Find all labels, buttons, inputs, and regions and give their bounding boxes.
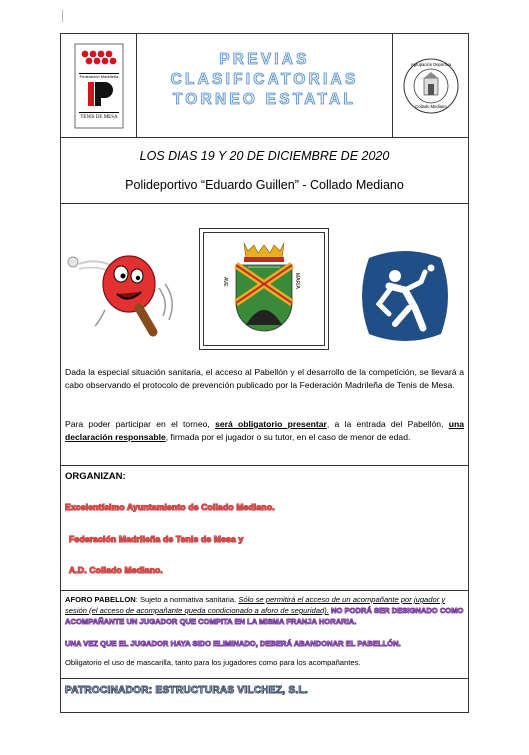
event-venue: Polideportivo “Eduardo Guillen” - Collado Mediano: [125, 178, 404, 192]
title-line-2: CLASIFICATORIAS: [170, 71, 359, 88]
agrupacion-logo: [392, 34, 468, 138]
organizer-item: Excelentísimo Ayuntamiento de Collado Mediano.: [65, 502, 275, 512]
organizer-item: Federación Madrileña de Tenis de Mesa y: [69, 534, 244, 544]
crest-motto-right: MARIA: [294, 273, 300, 289]
cursor-mark: [62, 10, 63, 22]
table-tennis-pictogram-icon: [355, 248, 455, 344]
notice-paragraph-1: Dada la especial situación sanitaria, el acceso al Pabellón y el desarrollo de la competición, se llevará a cabo observando el protocolo de prevención publicado por la Federación Madrileña de Tenis de Mesa.: [65, 367, 464, 390]
notice-p2-c: , a la entrada del Pabellón,: [326, 419, 449, 429]
notice-p2-emph-2: una declaración responsable: [65, 419, 464, 442]
aforo-warning-1: NO PODRÁ SER DESIGNADO COMO ACOMPAÑANTE UN JUGADOR QUE COMPITA EN LA MISMA FRANJA HORARIA.: [65, 606, 464, 626]
aforo-mask-rule: Obligatorio el uso de mascarilla, tanto para los jugadores como para los acompañantes.: [65, 658, 361, 667]
notice-p2-a: Para poder participar en el torneo,: [65, 419, 216, 429]
organizers-title: ORGANIZAN:: [65, 471, 126, 482]
event-dates: LOS DIAS 19 Y 20 DE DICIEMBRE DE 2020: [139, 149, 390, 163]
header-row: [61, 34, 468, 138]
organizers-row: [61, 466, 468, 591]
flyer-title: [137, 50, 392, 110]
title-line-1: PREVIAS: [219, 51, 310, 68]
paddle-mascot-icon: [65, 244, 195, 344]
federacion-logo-icon: [61, 34, 137, 138]
aforo-intro: : Sujeto a normativa sanitaria.: [135, 595, 239, 604]
organizer-item: A.D. Collado Mediano.: [69, 565, 163, 575]
sponsor-line: PATROCINADOR: ESTRUCTURAS VILCHEZ, S.L.: [65, 685, 308, 696]
aforo-italic: Sólo se permitirá el acceso de un acompañante por jugador y sesión (el acceso de acompañante queda condicionado a aforo de seguridad).: [65, 595, 446, 615]
aforo-warning-2: UNA VEZ QUE EL JUGADOR HAYA SIDO ELIMINADO, DEBERÁ ABANDONAR EL PABELLÓN.: [65, 639, 401, 648]
notice-paragraph-2: [65, 418, 464, 444]
crest-frame-inner: [203, 232, 325, 346]
federacion-logo: [61, 34, 137, 138]
aforo-row: [61, 591, 468, 679]
notice-p2-e: , firmada por el jugador o su tutor, en el caso de menor de edad.: [165, 432, 411, 442]
notice-p2-emph-1: será obligatorio presentar: [215, 419, 327, 429]
crest-motto-left: AVE: [222, 277, 228, 287]
notice-row: [61, 204, 468, 466]
crest-frame: [199, 228, 329, 350]
federacion-subtitle: TENIS DE MESA: [80, 115, 118, 120]
aforo-rules: [65, 594, 464, 627]
agrupacion-arc-bottom: Collado Mediano: [415, 104, 447, 109]
flyer-document: [60, 33, 469, 713]
federacion-name: Federación Madrileña: [79, 74, 119, 79]
title-line-3: TORNEO ESTATAL: [172, 91, 357, 108]
aforo-label: AFORO PABELLON: [65, 595, 136, 604]
agrupacion-seal-icon: [393, 34, 469, 138]
agrupacion-arc-top: Agrupación Deportiva: [410, 62, 452, 67]
municipal-crest-icon: [204, 233, 324, 345]
event-info-row: [61, 138, 468, 204]
